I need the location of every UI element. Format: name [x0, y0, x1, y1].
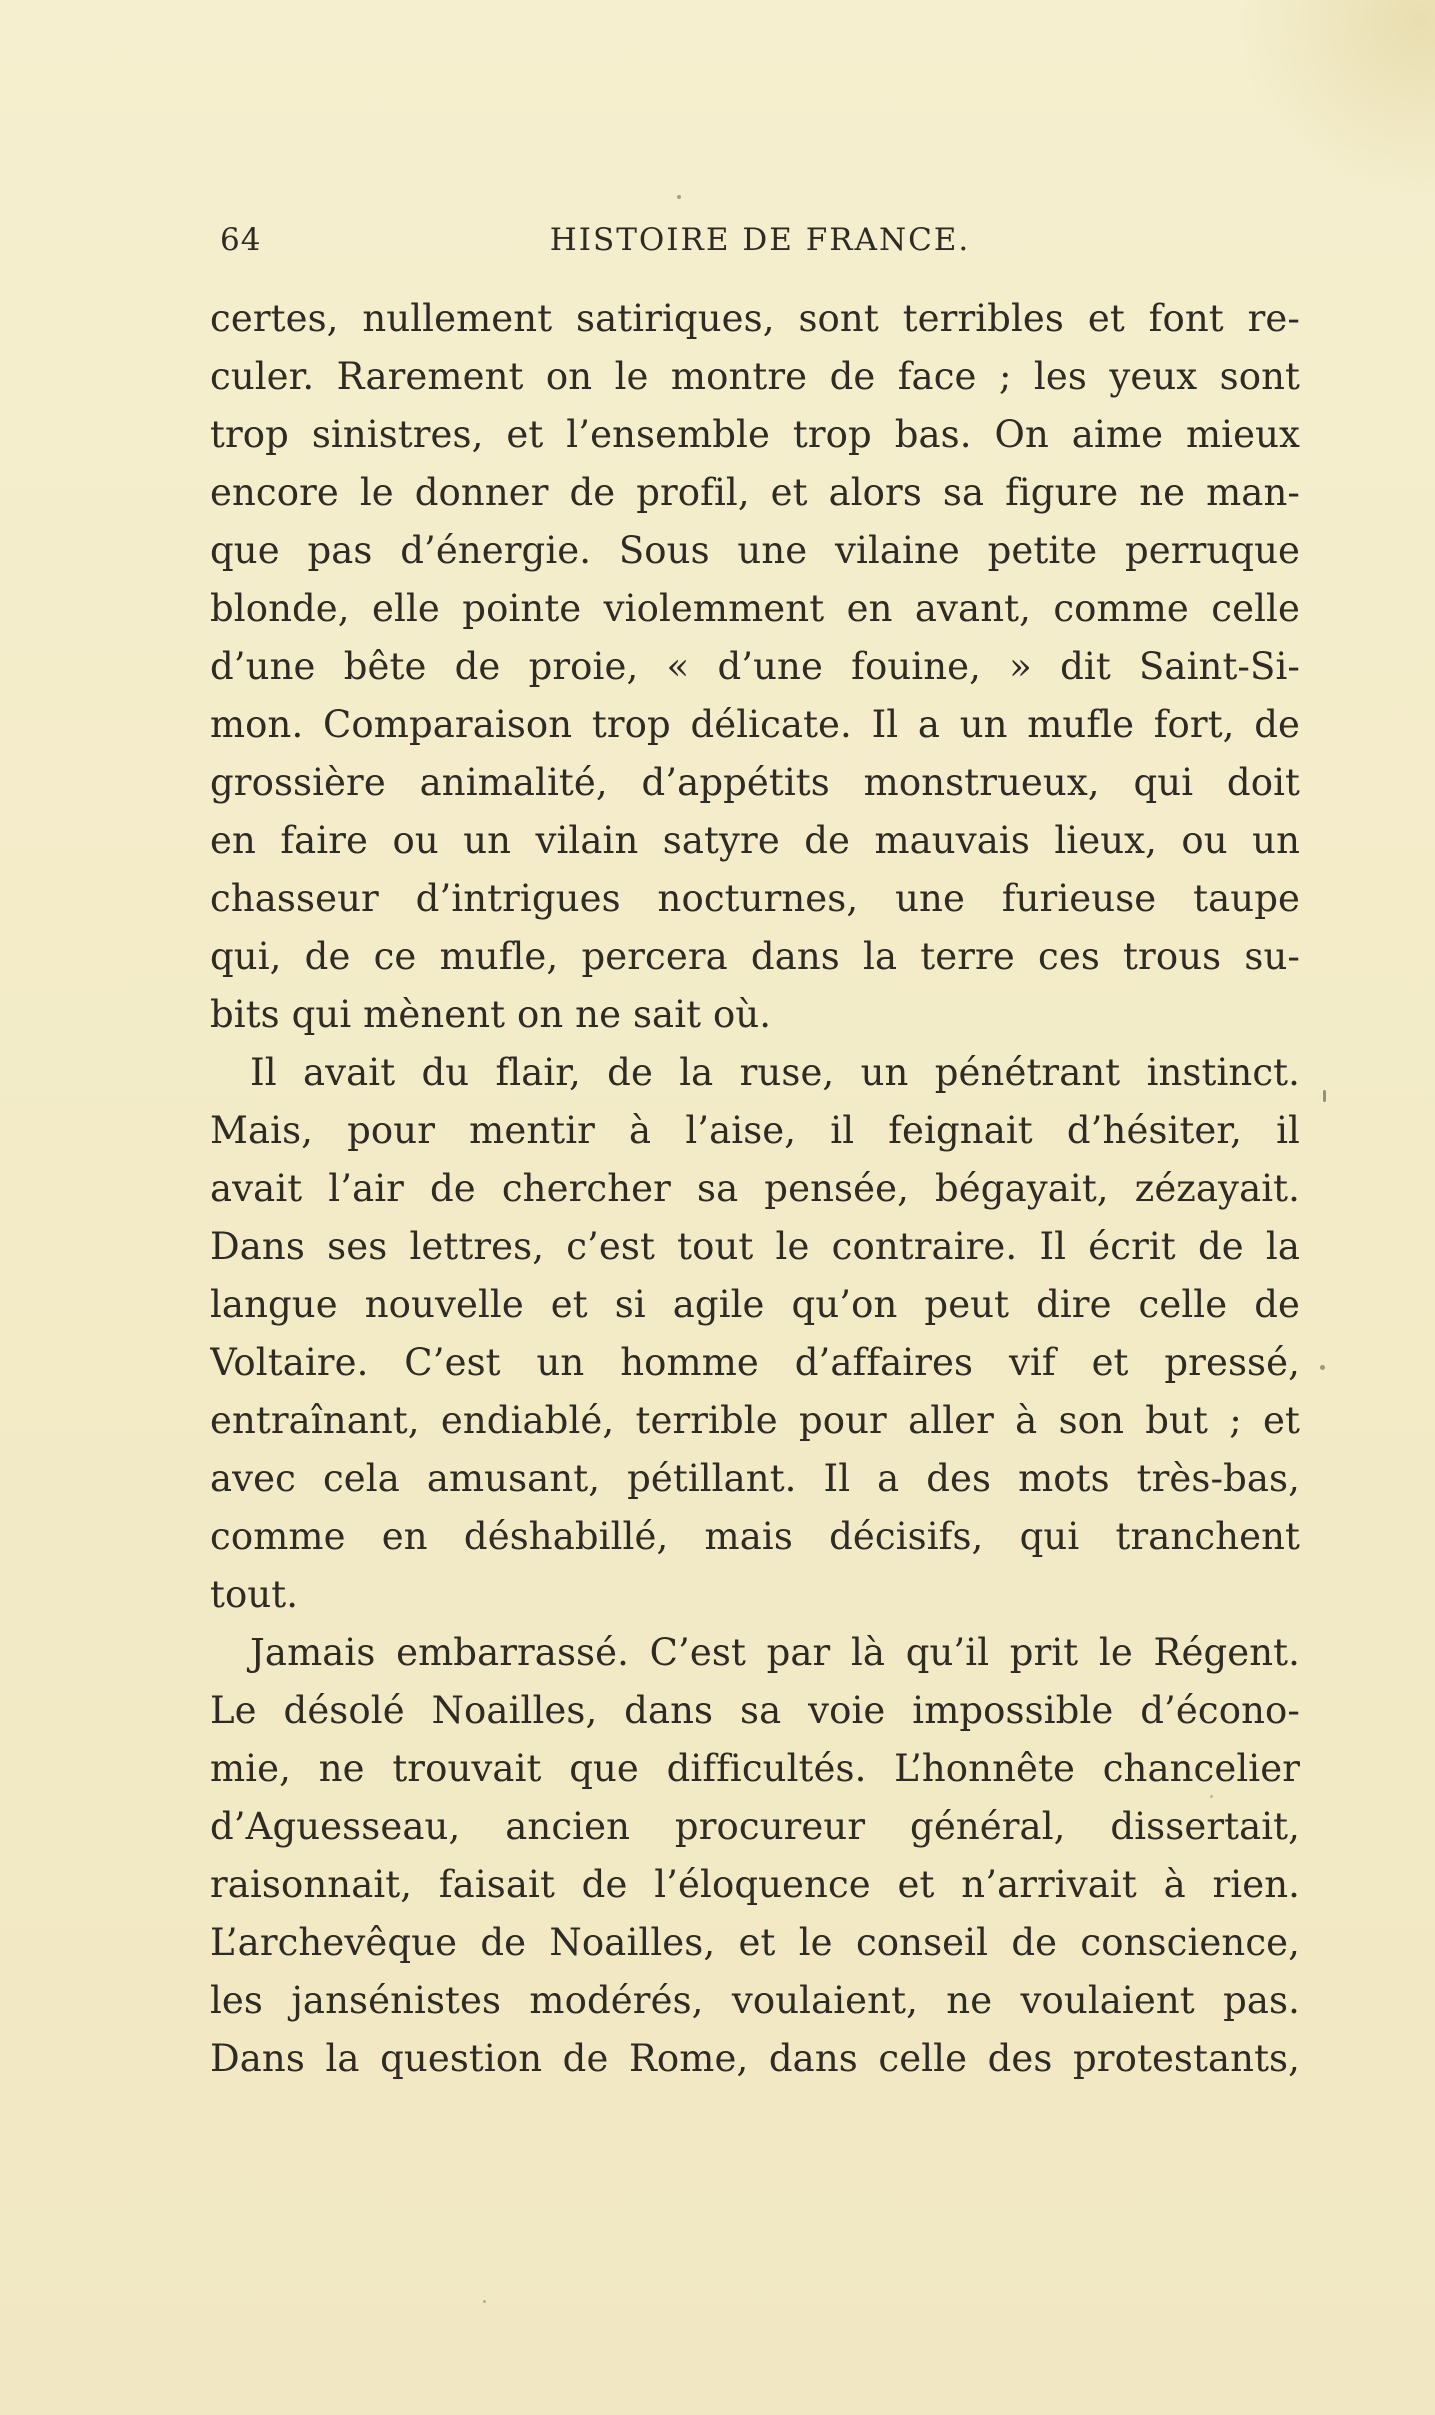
- body-text: [210, 290, 1300, 2088]
- text-line: mon. Comparaison trop délicate. Il a un mufle fort, de: [210, 703, 1300, 746]
- text-line: d’Aguesseau, ancien procureur général, dissertait,: [210, 1805, 1300, 1848]
- text-line: certes, nullement satiriques, sont terribles et font re-: [210, 297, 1300, 340]
- text-line: Jamais embarrassé. C’est par là qu’il prit le Régent.: [250, 1631, 1300, 1674]
- text-line: blonde, elle pointe violemment en avant, comme celle: [210, 587, 1300, 630]
- text-line: grossière animalité, d’appétits monstrueux, qui doit: [210, 761, 1300, 804]
- text-line: raisonnait, faisait de l’éloquence et n’arrivait à rien.: [210, 1863, 1300, 1906]
- text-line: mie, ne trouvait que difficultés. L’honnête chancelier: [210, 1747, 1300, 1790]
- text-line: avec cela amusant, pétillant. Il a des mots très-bas,: [210, 1457, 1300, 1500]
- text-line: comme en déshabillé, mais décisifs, qui tranchent: [210, 1515, 1300, 1558]
- text-line: langue nouvelle et si agile qu’on peut dire celle de: [210, 1283, 1300, 1326]
- text-line: Mais, pour mentir à l’aise, il feignait d’hésiter, il: [210, 1109, 1300, 1152]
- text-line: Dans ses lettres, c’est tout le contraire. Il écrit de la: [210, 1225, 1300, 1268]
- text-line: Dans la question de Rome, dans celle des protestants,: [210, 2037, 1300, 2080]
- text-line: Il avait du flair, de la ruse, un pénétrant instinct.: [250, 1051, 1300, 1094]
- text-line: Voltaire. C’est un homme d’affaires vif et pressé,: [210, 1341, 1300, 1384]
- text-line: chasseur d’intrigues nocturnes, une furieuse taupe: [210, 877, 1300, 920]
- text-line: L’archevêque de Noailles, et le conseil de conscience,: [210, 1921, 1300, 1964]
- text-line: culer. Rarement on le montre de face ; les yeux sont: [210, 355, 1300, 398]
- text-line: trop sinistres, et l’ensemble trop bas. On aime mieux: [210, 413, 1300, 456]
- text-line: en faire ou un vilain satyre de mauvais lieux, ou un: [210, 819, 1300, 862]
- text-line: tout.: [210, 1573, 299, 1616]
- running-head: HISTOIRE DE FRANCE.: [549, 222, 971, 258]
- paper-speck: [677, 195, 681, 199]
- text-line: encore le donner de profil, et alors sa figure ne man-: [210, 471, 1300, 514]
- page-header: [220, 222, 1300, 262]
- text-line: les jansénistes modérés, voulaient, ne voulaient pas.: [210, 1979, 1300, 2022]
- text-line: entraînant, endiablé, terrible pour aller à son but ; et: [210, 1399, 1300, 1442]
- page-number: 64: [220, 222, 262, 258]
- text-line: qui, de ce mufle, percera dans la terre ces trous su-: [210, 935, 1300, 978]
- text-line: d’une bête de proie, « d’une fouine, » dit Saint-Si-: [210, 645, 1300, 688]
- paper-speck: [1320, 1365, 1325, 1370]
- text-line: avait l’air de chercher sa pensée, bégayait, zézayait.: [210, 1167, 1300, 1210]
- paper-speck: [483, 2300, 486, 2303]
- paper-speck: [1210, 1795, 1213, 1798]
- text-line: Le désolé Noailles, dans sa voie impossible d’écono-: [210, 1689, 1300, 1732]
- text-line: bits qui mènent on ne sait où.: [210, 993, 772, 1036]
- text-line: que pas d’énergie. Sous une vilaine petite perruque: [210, 529, 1300, 572]
- paper-speck: [1323, 1090, 1326, 1102]
